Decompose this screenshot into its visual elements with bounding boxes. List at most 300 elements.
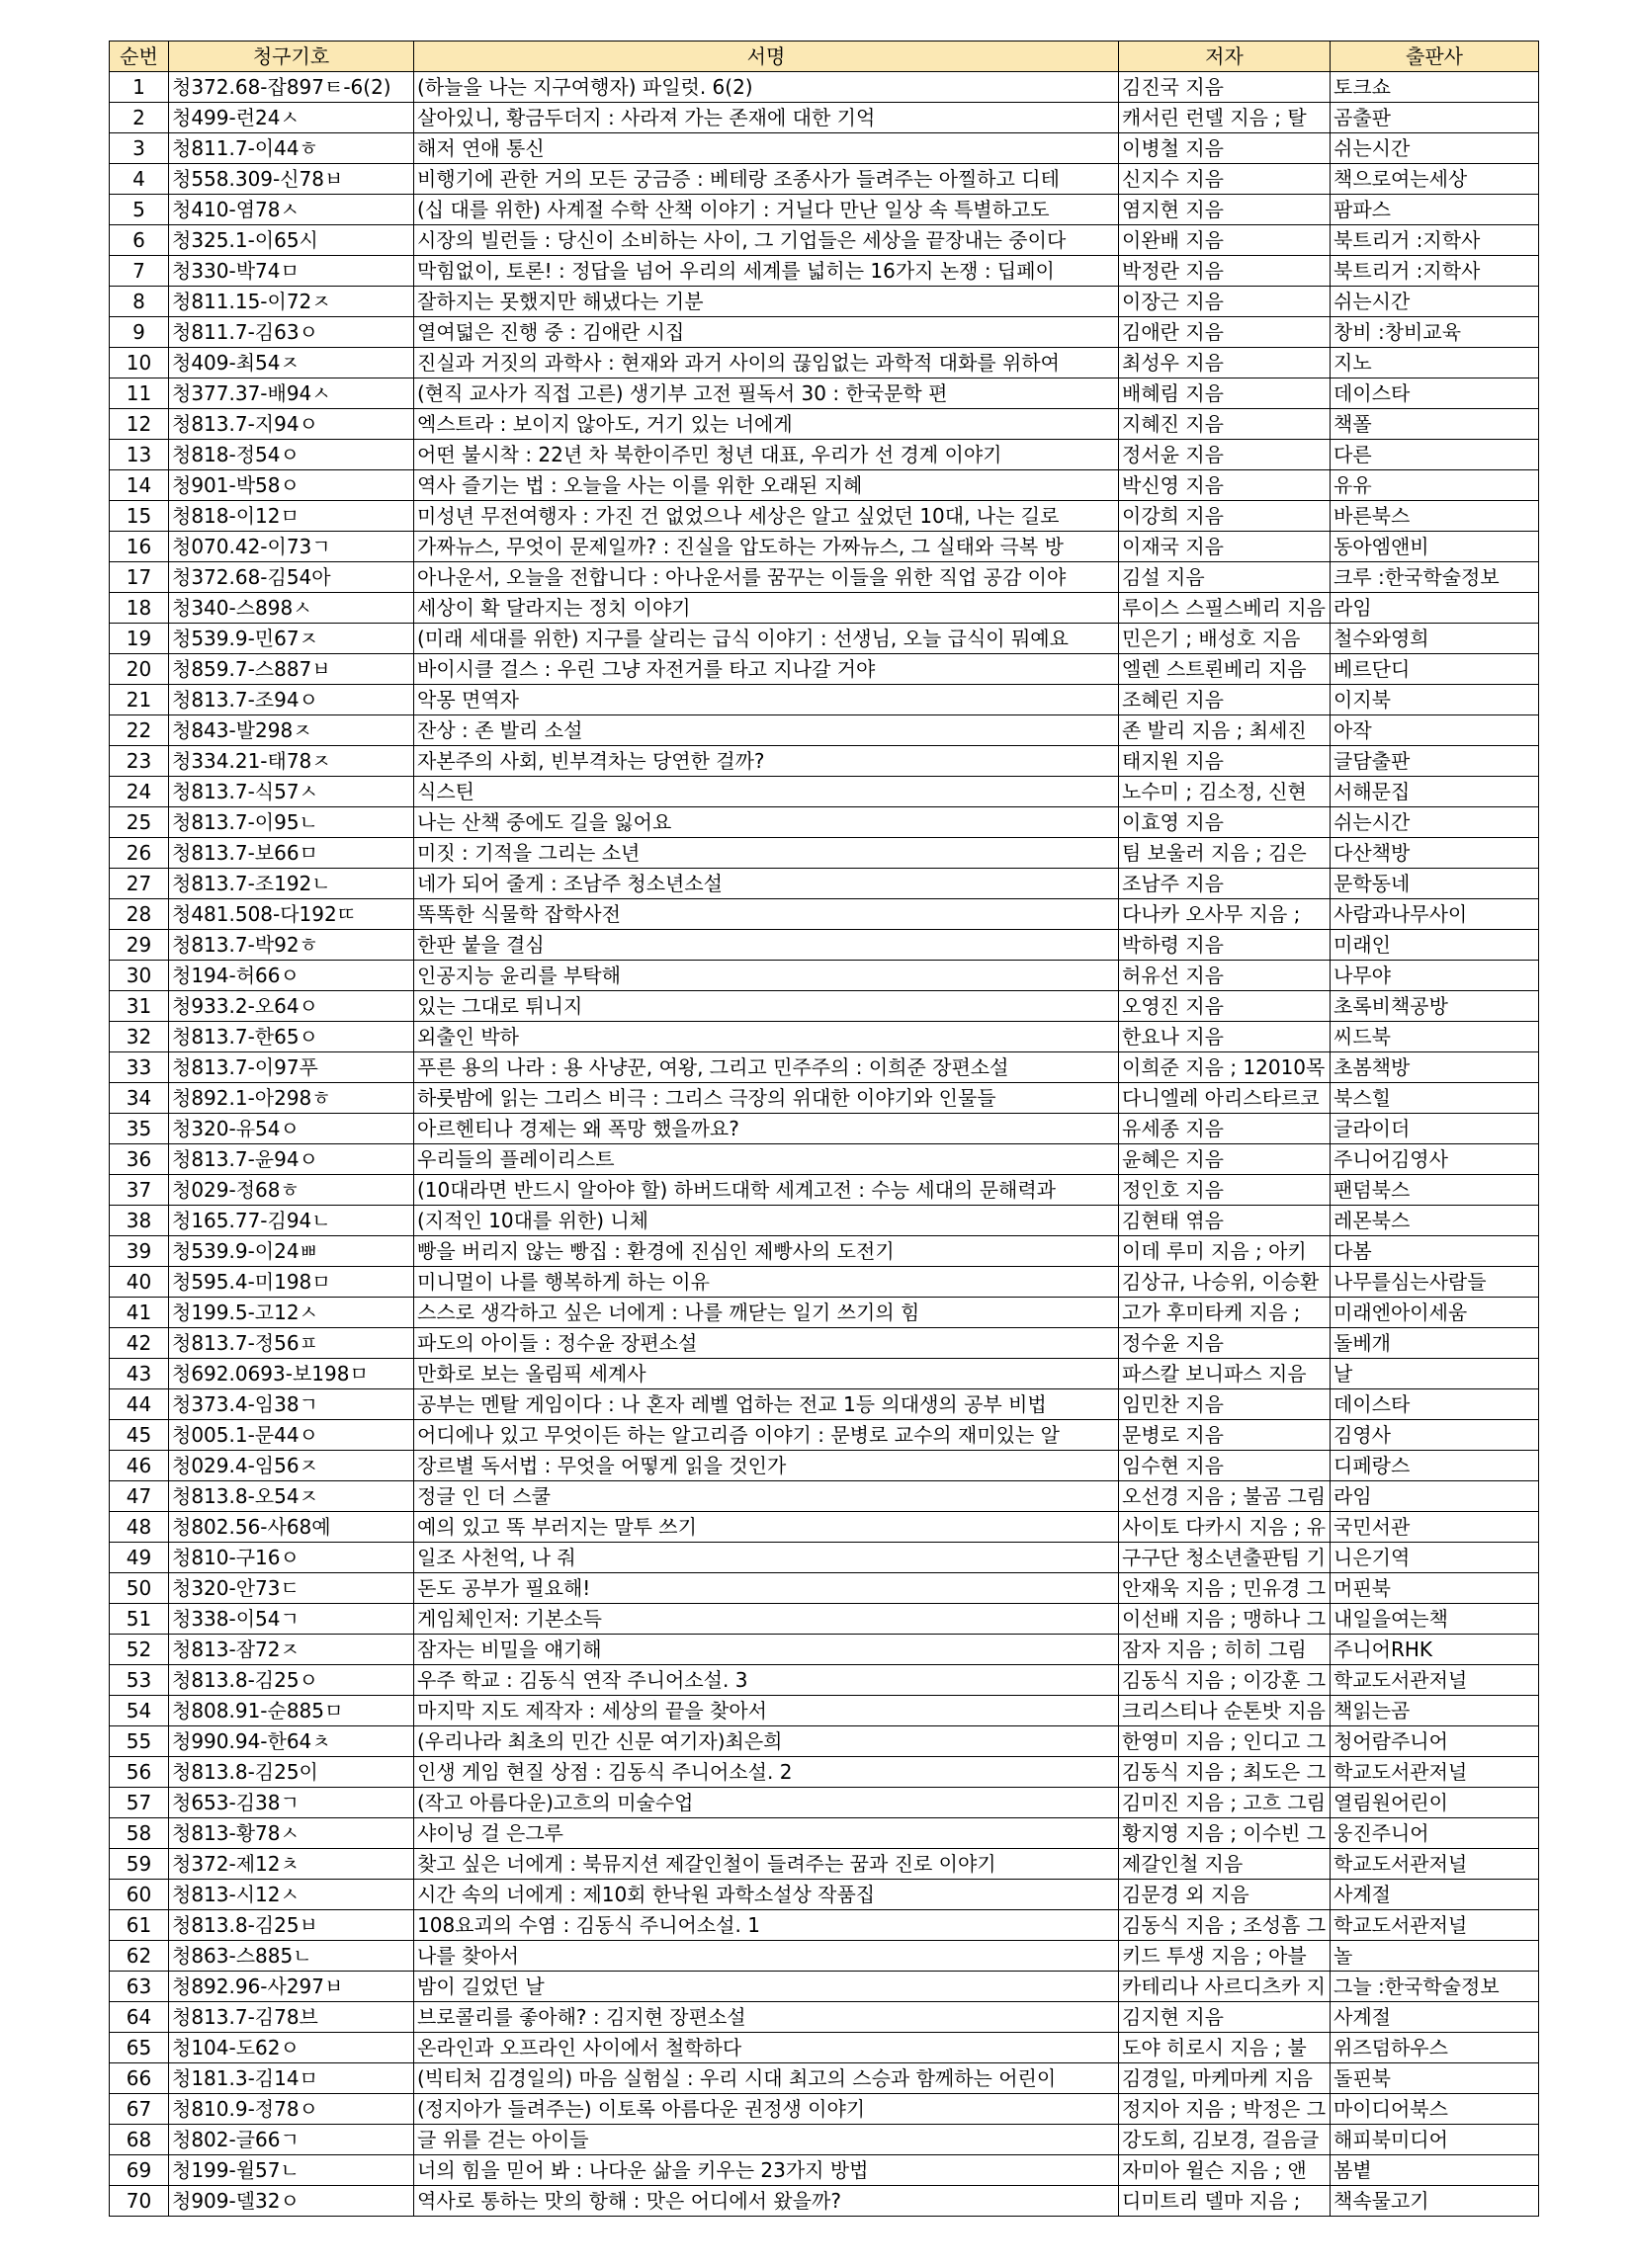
cell-title: 나는 산책 중에도 길을 잃어요 [414,807,1119,838]
cell-publisher: 머핀북 [1331,1573,1539,1604]
cell-call-number: 청377.37-배94ㅅ [169,378,414,409]
cell-number: 42 [110,1328,169,1359]
cell-call-number: 청810.9-정78ㅇ [169,2094,414,2125]
cell-author: 임민찬 지음 [1119,1389,1331,1420]
table-row [110,440,1539,470]
cell-number: 54 [110,1696,169,1726]
cell-author: 이데 루미 지음 ; 아키 [1119,1236,1331,1267]
cell-number: 50 [110,1573,169,1604]
table-row [110,654,1539,685]
cell-author: 황지영 지음 ; 이수빈 그 [1119,1818,1331,1849]
cell-number: 27 [110,869,169,899]
cell-publisher: 라임 [1331,1481,1539,1512]
cell-author: 정인호 지음 [1119,1175,1331,1206]
cell-title: 스스로 생각하고 싶은 너에게 : 나를 깨닫는 일기 쓰기의 힘 [414,1298,1119,1328]
cell-publisher: 글라이더 [1331,1114,1539,1144]
table-row [110,1880,1539,1910]
cell-publisher: 나무를심는사람들 [1331,1267,1539,1298]
table-row [110,1696,1539,1726]
cell-publisher: 학교도서관저널 [1331,1910,1539,1941]
cell-author: 박신영 지음 [1119,470,1331,501]
cell-title: 잠자는 비밀을 얘기해 [414,1635,1119,1665]
cell-author: 정지아 지음 ; 박정은 그 [1119,2094,1331,2125]
table-row [110,164,1539,195]
cell-publisher: 돌핀북 [1331,2063,1539,2094]
table-row [110,2155,1539,2186]
cell-publisher: 이지북 [1331,685,1539,715]
cell-title: 잘하지는 못했지만 해냈다는 기분 [414,287,1119,317]
cell-call-number: 청811.15-이72ㅈ [169,287,414,317]
cell-call-number: 청813.8-김25ㅂ [169,1910,414,1941]
cell-author: 이재국 지음 [1119,532,1331,562]
cell-author: 김지현 지음 [1119,2002,1331,2033]
cell-number: 39 [110,1236,169,1267]
cell-author: 김동식 지음 ; 조성흠 그 [1119,1910,1331,1941]
table-row [110,2186,1539,2217]
cell-publisher: 학교도서관저널 [1331,1757,1539,1788]
cell-publisher: 다른 [1331,440,1539,470]
cell-call-number: 청338-이54ㄱ [169,1604,414,1635]
cell-number: 67 [110,2094,169,2125]
cell-call-number: 청802.56-사68예 [169,1512,414,1543]
cell-title: 돈도 공부가 필요해! [414,1573,1119,1604]
cell-number: 22 [110,715,169,746]
cell-number: 41 [110,1298,169,1328]
cell-call-number: 청813-잠72ㅈ [169,1635,414,1665]
cell-number: 26 [110,838,169,869]
cell-title: 108요괴의 수염 : 김동식 주니어소설. 1 [414,1910,1119,1941]
table-row [110,961,1539,991]
cell-author: 민은기 ; 배성호 지음 [1119,624,1331,654]
table-row [110,991,1539,1022]
cell-title: 역사 즐기는 법 : 오늘을 사는 이를 위한 오래된 지혜 [414,470,1119,501]
cell-number: 33 [110,1052,169,1083]
table-row [110,532,1539,562]
cell-title: 한판 붙을 결심 [414,930,1119,961]
table-row [110,1083,1539,1114]
cell-call-number: 청859.7-스887ㅂ [169,654,414,685]
table-row [110,1972,1539,2002]
cell-call-number: 청901-박58ㅇ [169,470,414,501]
table-row [110,1175,1539,1206]
cell-title: 장르별 독서법 : 무엇을 어떻게 읽을 것인가 [414,1451,1119,1481]
cell-number: 21 [110,685,169,715]
cell-title: 인생 게임 현질 상점 : 김동식 주니어소설. 2 [414,1757,1119,1788]
cell-number: 1 [110,72,169,103]
cell-call-number: 청199.5-고12ㅅ [169,1298,414,1328]
table-row [110,103,1539,133]
cell-title: (하늘을 나는 지구여행자) 파일럿. 6(2) [414,72,1119,103]
cell-title: 비행기에 관한 거의 모든 궁금증 : 베테랑 조종사가 들려주는 아찔하고 디테 [414,164,1119,195]
cell-author: 다니엘레 아리스타르코 [1119,1083,1331,1114]
cell-author: 제갈인철 지음 [1119,1849,1331,1880]
cell-author: 루이스 스필스베리 지음 [1119,593,1331,624]
cell-author: 문병로 지음 [1119,1420,1331,1451]
cell-call-number: 청029.4-임56ㅈ [169,1451,414,1481]
cell-publisher: 서해문집 [1331,777,1539,807]
cell-publisher: 글담출판 [1331,746,1539,777]
table-row [110,409,1539,440]
table-row [110,2033,1539,2063]
cell-author: 고가 후미타케 지음 ; [1119,1298,1331,1328]
cell-number: 47 [110,1481,169,1512]
table-row [110,1665,1539,1696]
cell-publisher: 쉬는시간 [1331,807,1539,838]
header-row [110,42,1539,72]
cell-publisher: 다봄 [1331,1236,1539,1267]
cell-title: 만화로 보는 올림픽 세계사 [414,1359,1119,1389]
cell-author: 임수현 지음 [1119,1451,1331,1481]
cell-author: 지혜진 지음 [1119,409,1331,440]
cell-call-number: 청481.508-다192ㄸ [169,899,414,930]
cell-title: 정글 인 더 스쿨 [414,1481,1119,1512]
cell-author: 김현태 엮음 [1119,1206,1331,1236]
cell-publisher: 책읽는곰 [1331,1696,1539,1726]
cell-call-number: 청813.7-정56ㅍ [169,1328,414,1359]
cell-title: 진실과 거짓의 과학사 : 현재와 과거 사이의 끊임없는 과학적 대화를 위하여 [414,348,1119,378]
cell-author: 정서윤 지음 [1119,440,1331,470]
cell-number: 58 [110,1818,169,1849]
cell-author: 김동식 지음 ; 이강훈 그 [1119,1665,1331,1696]
cell-call-number: 청843-발298ㅈ [169,715,414,746]
cell-author: 카테리나 사르디츠카 지 [1119,1972,1331,2002]
cell-number: 32 [110,1022,169,1052]
cell-number: 8 [110,287,169,317]
cell-title: 세상이 확 달라지는 정치 이야기 [414,593,1119,624]
cell-author: 허유선 지음 [1119,961,1331,991]
table-row [110,1849,1539,1880]
cell-call-number: 청813.7-이95ㄴ [169,807,414,838]
table-row [110,287,1539,317]
cell-author: 도야 히로시 지음 ; 불 [1119,2033,1331,2063]
cell-author: 자미아 윌슨 지음 ; 앤 [1119,2155,1331,2186]
cell-author: 다나카 오사무 지음 ; [1119,899,1331,930]
cell-number: 6 [110,225,169,256]
cell-number: 69 [110,2155,169,2186]
table-row [110,1757,1539,1788]
cell-title: 막힘없이, 토론! : 정답을 넘어 우리의 세계를 넓히는 16가지 논쟁 : 딥페이 [414,256,1119,287]
cell-title: 너의 힘을 믿어 봐 : 나다운 삶을 키우는 23가지 방법 [414,2155,1119,2186]
cell-publisher: 라임 [1331,593,1539,624]
cell-author: 사이토 다카시 지음 ; 유 [1119,1512,1331,1543]
cell-number: 24 [110,777,169,807]
cell-author: 한영미 지음 ; 인디고 그 [1119,1726,1331,1757]
cell-publisher: 초록비책공방 [1331,991,1539,1022]
cell-number: 45 [110,1420,169,1451]
cell-call-number: 청933.2-오64ㅇ [169,991,414,1022]
cell-title: 푸른 용의 나라 : 용 사냥꾼, 여왕, 그리고 민주주의 : 이희준 장편소설 [414,1052,1119,1083]
cell-title: 어디에나 있고 무엇이든 하는 알고리즘 이야기 : 문병로 교수의 재미있는 알 [414,1420,1119,1451]
cell-call-number: 청813.7-보66ㅁ [169,838,414,869]
table-row [110,1420,1539,1451]
cell-call-number: 청165.77-김94ㄴ [169,1206,414,1236]
cell-author: 강도희, 김보경, 걸음글 [1119,2125,1331,2155]
table-row [110,225,1539,256]
cell-title: 시간 속의 너에게 : 제10회 한낙원 과학소설상 작품집 [414,1880,1119,1910]
cell-publisher: 사람과나무사이 [1331,899,1539,930]
cell-author: 잠자 지음 ; 히히 그림 [1119,1635,1331,1665]
cell-publisher: 지노 [1331,348,1539,378]
table-row [110,1236,1539,1267]
cell-call-number: 청813.7-지94ㅇ [169,409,414,440]
cell-author: 김미진 지음 ; 고흐 그림 [1119,1788,1331,1818]
table-row [110,378,1539,409]
cell-title: 공부는 멘탈 게임이다 : 나 혼자 레벨 업하는 전교 1등 의대생의 공부 비법 [414,1389,1119,1420]
cell-call-number: 청892.96-사297ㅂ [169,1972,414,2002]
cell-number: 38 [110,1206,169,1236]
table-row [110,869,1539,899]
cell-author: 염지현 지음 [1119,195,1331,225]
cell-number: 70 [110,2186,169,2217]
cell-title: 역사로 통하는 맛의 항해 : 맛은 어디에서 왔을까? [414,2186,1119,2217]
table-row [110,1910,1539,1941]
cell-author: 이병철 지음 [1119,133,1331,164]
cell-author: 키드 투생 지음 ; 아블 [1119,1941,1331,1972]
cell-number: 29 [110,930,169,961]
cell-call-number: 청499-런24ㅅ [169,103,414,133]
cell-publisher: 책으로여는세상 [1331,164,1539,195]
cell-author: 최성우 지음 [1119,348,1331,378]
cell-number: 49 [110,1543,169,1573]
cell-author: 윤혜은 지음 [1119,1144,1331,1175]
cell-call-number: 청813.7-식57ㅅ [169,777,414,807]
table-row [110,1328,1539,1359]
cell-author: 김동식 지음 ; 최도은 그 [1119,1757,1331,1788]
cell-author: 이장근 지음 [1119,287,1331,317]
table-row [110,1543,1539,1573]
cell-number: 59 [110,1849,169,1880]
cell-number: 30 [110,961,169,991]
cell-number: 62 [110,1941,169,1972]
header-author: 저자 [1119,42,1331,72]
cell-number: 5 [110,195,169,225]
cell-title: 아나운서, 오늘을 전합니다 : 아나운서를 꿈꾸는 이들을 위한 직업 공감 이야 [414,562,1119,593]
cell-publisher: 곰출판 [1331,103,1539,133]
cell-number: 31 [110,991,169,1022]
cell-author: 오선경 지음 ; 불곰 그림 [1119,1481,1331,1512]
cell-number: 48 [110,1512,169,1543]
cell-call-number: 청813-황78ㅅ [169,1818,414,1849]
cell-title: (작고 아름다운)고흐의 미술수업 [414,1788,1119,1818]
cell-title: 우리들의 플레이리스트 [414,1144,1119,1175]
header-call-number: 청구기호 [169,42,414,72]
cell-author: 김상규, 나승위, 이승환 [1119,1267,1331,1298]
cell-call-number: 청558.309-신78ㅂ [169,164,414,195]
cell-publisher: 청어람주니어 [1331,1726,1539,1757]
cell-publisher: 그늘 :한국학술정보 [1331,1972,1539,2002]
cell-author: 김경일, 마케마케 지음 [1119,2063,1331,2094]
cell-author: 이선배 지음 ; 맹하나 그 [1119,1604,1331,1635]
cell-number: 52 [110,1635,169,1665]
cell-title: 식스틴 [414,777,1119,807]
cell-publisher: 씨드북 [1331,1022,1539,1052]
table-row [110,1206,1539,1236]
cell-author: 김설 지음 [1119,562,1331,593]
cell-number: 17 [110,562,169,593]
table-row [110,807,1539,838]
cell-call-number: 청539.9-이24ㅃ [169,1236,414,1267]
table-row [110,593,1539,624]
table-row [110,1481,1539,1512]
cell-title: 빵을 버리지 않는 빵집 : 환경에 진심인 제빵사의 도전기 [414,1236,1119,1267]
cell-publisher: 나무야 [1331,961,1539,991]
header-publisher: 출판사 [1331,42,1539,72]
cell-title: 우주 학교 : 김동식 연작 주니어소설. 3 [414,1665,1119,1696]
table-row [110,1512,1539,1543]
cell-publisher: 봄볕 [1331,2155,1539,2186]
table-row [110,1298,1539,1328]
cell-title: 미짓 : 기적을 그리는 소년 [414,838,1119,869]
cell-call-number: 청330-박74ㅁ [169,256,414,287]
cell-call-number: 청813.7-한65ㅇ [169,1022,414,1052]
cell-title: 열여덟은 진행 중 : 김애란 시집 [414,317,1119,348]
cell-number: 7 [110,256,169,287]
cell-publisher: 주니어RHK [1331,1635,1539,1665]
table-row [110,1114,1539,1144]
cell-publisher: 열림원어린이 [1331,1788,1539,1818]
cell-title: (10대라면 반드시 알아야 할) 하버드대학 세계고전 : 수능 세대의 문해력과 [414,1175,1119,1206]
cell-call-number: 청813.7-김78브 [169,2002,414,2033]
cell-call-number: 청653-김38ㄱ [169,1788,414,1818]
cell-call-number: 청863-스885ㄴ [169,1941,414,1972]
cell-publisher: 마이디어북스 [1331,2094,1539,2125]
cell-publisher: 미래엔아이세움 [1331,1298,1539,1328]
table-row [110,133,1539,164]
cell-number: 18 [110,593,169,624]
cell-publisher: 다산책방 [1331,838,1539,869]
cell-author: 노수미 ; 김소정, 신현 [1119,777,1331,807]
cell-publisher: 북트리거 :지학사 [1331,256,1539,287]
cell-publisher: 토크쇼 [1331,72,1539,103]
cell-title: 미니멀이 나를 행복하게 하는 이유 [414,1267,1119,1298]
cell-publisher: 크루 :한국학술정보 [1331,562,1539,593]
table-row [110,899,1539,930]
cell-number: 15 [110,501,169,532]
cell-author: 배혜림 지음 [1119,378,1331,409]
cell-publisher: 미래인 [1331,930,1539,961]
cell-call-number: 청808.91-순885ㅁ [169,1696,414,1726]
cell-call-number: 청595.4-미198ㅁ [169,1267,414,1298]
table-row [110,348,1539,378]
cell-call-number: 청990.94-한64ㅊ [169,1726,414,1757]
cell-call-number: 청181.3-김14ㅁ [169,2063,414,2094]
table-row [110,1788,1539,1818]
cell-call-number: 청194-허66ㅇ [169,961,414,991]
cell-publisher: 학교도서관저널 [1331,1849,1539,1880]
cell-number: 9 [110,317,169,348]
cell-title: (정지아가 들려주는) 이토록 아름다운 권정생 이야기 [414,2094,1119,2125]
cell-author: 디미트리 델마 지음 ; [1119,2186,1331,2217]
table-row [110,1359,1539,1389]
cell-call-number: 청813.7-조192ㄴ [169,869,414,899]
table-row [110,562,1539,593]
cell-call-number: 청005.1-문44ㅇ [169,1420,414,1451]
cell-number: 56 [110,1757,169,1788]
cell-publisher: 학교도서관저널 [1331,1665,1539,1696]
cell-title: (빅티처 김경일의) 마음 실험실 : 우리 시대 최고의 스승과 함께하는 어린이 [414,2063,1119,2094]
cell-author: 캐서린 런델 지음 ; 탈 [1119,103,1331,133]
cell-publisher: 내일을여는책 [1331,1604,1539,1635]
cell-number: 46 [110,1451,169,1481]
table-row [110,195,1539,225]
cell-author: 김애란 지음 [1119,317,1331,348]
cell-call-number: 청813.7-이97푸 [169,1052,414,1083]
cell-call-number: 청320-안73ㄷ [169,1573,414,1604]
table-row [110,1604,1539,1635]
table-row [110,317,1539,348]
cell-call-number: 청813.7-박92ㅎ [169,930,414,961]
table-row [110,715,1539,746]
cell-title: 해저 연애 통신 [414,133,1119,164]
cell-title: 잔상 : 존 발리 소설 [414,715,1119,746]
table-row [110,470,1539,501]
cell-title: 하룻밤에 읽는 그리스 비극 : 그리스 극장의 위대한 이야기와 인물들 [414,1083,1119,1114]
cell-publisher: 주니어김영사 [1331,1144,1539,1175]
cell-title: 있는 그대로 튀니지 [414,991,1119,1022]
table-row [110,2002,1539,2033]
cell-publisher: 철수와영희 [1331,624,1539,654]
table-row [110,2125,1539,2155]
cell-title: 찾고 싶은 너에게 : 북뮤지션 제갈인철이 들려주는 꿈과 진로 이야기 [414,1849,1119,1880]
cell-title: 어떤 불시착 : 22년 차 북한이주민 청년 대표, 우리가 선 경계 이야기 [414,440,1119,470]
cell-number: 35 [110,1114,169,1144]
table-row [110,501,1539,532]
table-row [110,930,1539,961]
cell-author: 정수윤 지음 [1119,1328,1331,1359]
table-row [110,2094,1539,2125]
cell-title: 온라인과 오프라인 사이에서 철학하다 [414,2033,1119,2063]
cell-number: 40 [110,1267,169,1298]
cell-title: 게임체인저: 기본소득 [414,1604,1119,1635]
cell-number: 13 [110,440,169,470]
cell-call-number: 청802-글66ㄱ [169,2125,414,2155]
cell-publisher: 데이스타 [1331,378,1539,409]
cell-call-number: 청813.8-김25이 [169,1757,414,1788]
cell-author: 김문경 외 지음 [1119,1880,1331,1910]
cell-number: 61 [110,1910,169,1941]
cell-call-number: 청813.7-조94ㅇ [169,685,414,715]
cell-number: 34 [110,1083,169,1114]
cell-publisher: 사계절 [1331,2002,1539,2033]
cell-publisher: 쉬는시간 [1331,133,1539,164]
cell-number: 68 [110,2125,169,2155]
cell-number: 20 [110,654,169,685]
cell-title: 예의 있고 똑 부러지는 말투 쓰기 [414,1512,1119,1543]
cell-publisher: 놀 [1331,1941,1539,1972]
cell-call-number: 청818-이12ㅁ [169,501,414,532]
cell-title: 샤이닝 걸 은그루 [414,1818,1119,1849]
table-row [110,746,1539,777]
cell-title: (현직 교사가 직접 고른) 생기부 고전 필독서 30 : 한국문학 편 [414,378,1119,409]
cell-publisher: 북스힐 [1331,1083,1539,1114]
cell-number: 3 [110,133,169,164]
table-row [110,1389,1539,1420]
cell-publisher: 니은기역 [1331,1543,1539,1573]
cell-publisher: 베르단디 [1331,654,1539,685]
cell-publisher: 디페랑스 [1331,1451,1539,1481]
cell-call-number: 청810-구16ㅇ [169,1543,414,1573]
cell-title: 나를 찾아서 [414,1941,1119,1972]
cell-title: 파도의 아이들 : 정수윤 장편소설 [414,1328,1119,1359]
cell-author: 김진국 지음 [1119,72,1331,103]
cell-publisher: 북트리거 :지학사 [1331,225,1539,256]
cell-call-number: 청372.68-잡897ㅌ-6(2) [169,72,414,103]
cell-publisher: 팬덤북스 [1331,1175,1539,1206]
cell-title: 가짜뉴스, 무엇이 문제일까? : 진실을 압도하는 가짜뉴스, 그 실태와 극복 방 [414,532,1119,562]
cell-title: (십 대를 위한) 사계절 수학 산책 이야기 : 거닐다 만난 일상 속 특별하고도 [414,195,1119,225]
cell-number: 57 [110,1788,169,1818]
table-row [110,1451,1539,1481]
